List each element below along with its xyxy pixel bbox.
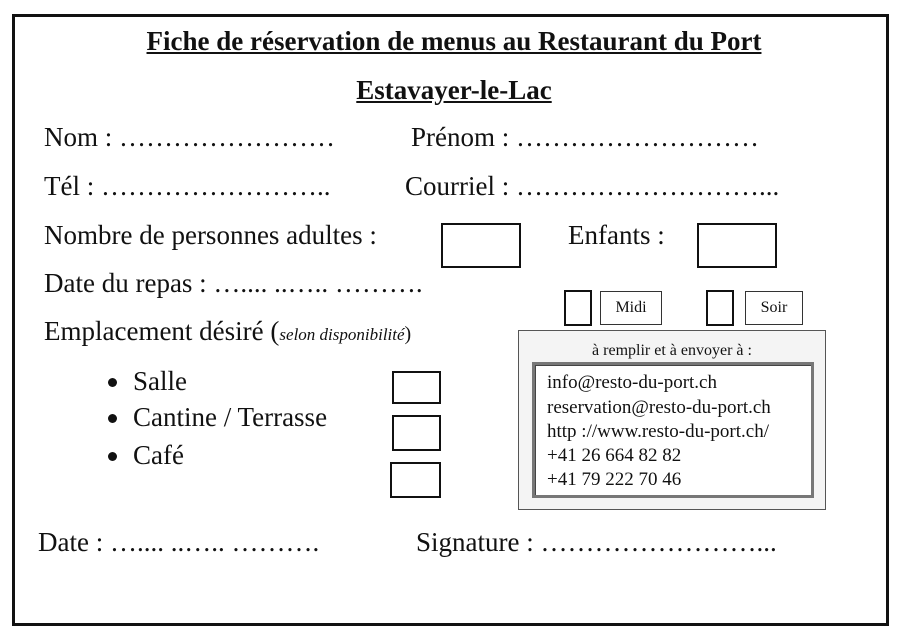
prenom-field[interactable]: Prénom : ……………………… [411, 122, 759, 152]
enfants-label: Enfants : [568, 220, 665, 250]
emplacement-text: Emplacement désiré ( [44, 316, 280, 346]
contact-email-info: info@resto-du-port.ch [547, 372, 717, 393]
footer-date-field[interactable]: Date : ….... ..….. ………. [38, 527, 320, 557]
adultes-label: Nombre de personnes adultes : [44, 220, 377, 250]
salle-checkbox[interactable] [392, 371, 441, 404]
bullet-cafe [108, 452, 117, 461]
location-cafe: Café [133, 440, 184, 470]
midi-label: Midi [600, 291, 662, 325]
date-repas-field[interactable]: Date du repas : ….... ..….. ………. [44, 268, 423, 298]
location-salle: Salle [133, 366, 187, 396]
contact-email-reservation: reservation@resto-du-port.ch [547, 397, 771, 418]
contact-phone-1: +41 26 664 82 82 [547, 445, 682, 466]
contact-phone-2: +41 79 222 70 46 [547, 469, 682, 490]
bullet-cantine [108, 414, 117, 423]
bullet-salle [108, 378, 117, 387]
nom-field[interactable]: Nom : …………………… [44, 122, 336, 152]
contact-heading: à remplir et à envoyer à : [592, 342, 752, 359]
courriel-field[interactable]: Courriel : ………………………... [405, 171, 780, 201]
cafe-checkbox[interactable] [390, 462, 441, 498]
tel-field[interactable]: Tél : …………………….. [44, 171, 331, 201]
form-title: Fiche de réservation de menus au Restaurant du Port [146, 26, 762, 56]
emplacement-close: ) [404, 323, 412, 345]
enfants-input-box[interactable] [697, 223, 777, 268]
form-subtitle: Estavayer-le-Lac [356, 75, 552, 105]
signature-field[interactable]: Signature : ……………………... [416, 527, 777, 557]
midi-checkbox[interactable] [564, 290, 592, 326]
emplacement-note: selon disponibilité [279, 325, 405, 344]
contact-website: http ://www.resto-du-port.ch/ [547, 421, 769, 442]
soir-label: Soir [745, 291, 803, 325]
adultes-input-box[interactable] [441, 223, 521, 268]
soir-checkbox[interactable] [706, 290, 734, 326]
emplacement-label [44, 318, 411, 345]
cantine-checkbox[interactable] [392, 415, 441, 451]
location-cantine: Cantine / Terrasse [133, 402, 328, 432]
